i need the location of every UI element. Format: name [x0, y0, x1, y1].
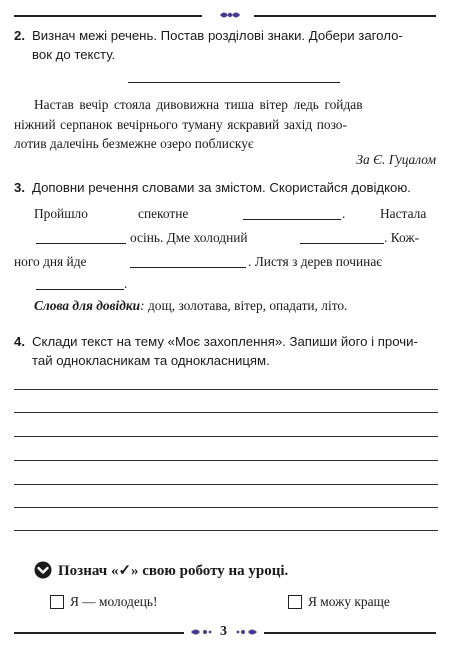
divider-line	[254, 15, 436, 17]
fill-blank[interactable]	[36, 243, 126, 244]
fill-text: Пройшло	[34, 206, 88, 221]
task-number: 4.	[14, 334, 25, 349]
hint-colon: :	[140, 298, 145, 313]
checkmark-circle-icon	[34, 561, 52, 579]
task-instruction: Склади текст на тему «Моє захоплення». Запиши його і прочи-	[32, 334, 418, 349]
fill-row-1	[34, 206, 438, 226]
ornament-icon	[190, 627, 212, 637]
checkbox-icon[interactable]	[50, 595, 64, 609]
fill-row-2	[34, 230, 438, 250]
task-4	[14, 332, 438, 370]
writing-line[interactable]	[14, 389, 438, 390]
divider-line	[14, 15, 202, 17]
checkbox-label: Я — молодець!	[70, 594, 158, 609]
passage	[14, 95, 438, 154]
fill-text: Настала	[380, 206, 427, 221]
task-instruction: вок до тексту.	[32, 47, 116, 62]
task-number: 3.	[14, 180, 25, 195]
fill-text: ного дня йде	[14, 254, 87, 269]
fill-text: осінь. Дме холодний	[130, 230, 248, 245]
passage-author: За Є. Гуцалом	[356, 152, 436, 167]
fill-text: . Кож-	[384, 230, 420, 245]
fill-text: .	[124, 276, 128, 291]
writing-line[interactable]	[14, 412, 438, 413]
divider-line	[264, 632, 436, 634]
writing-line[interactable]	[14, 436, 438, 437]
ornament-icon	[219, 9, 241, 21]
fill-blank[interactable]	[243, 219, 341, 220]
fill-blank[interactable]	[300, 243, 384, 244]
fill-blank[interactable]	[130, 267, 246, 268]
fill-text: спекотне	[138, 206, 189, 221]
passage-line: Настав вечір стояла дивовижна тиша вітер ледь гойдав	[34, 97, 363, 112]
writing-line[interactable]	[14, 484, 438, 485]
task-number: 2.	[14, 28, 25, 43]
fill-row-4	[34, 276, 438, 296]
task-3	[14, 178, 438, 197]
task-instruction: Доповни речення словами за змістом. Скористайся довідкою.	[32, 180, 411, 195]
page-footer	[14, 624, 436, 638]
title-answer-line[interactable]	[128, 82, 340, 83]
divider-line	[14, 632, 184, 634]
task-2	[14, 26, 438, 64]
page-number: 3	[220, 624, 227, 639]
writing-line[interactable]	[14, 460, 438, 461]
checkbox-label: Я можу краще	[308, 594, 390, 609]
task-instruction: Визнач межі речень. Постав розділові знаки. Добери заголо-	[32, 28, 403, 43]
hint-label: Слова для довідки	[34, 298, 141, 313]
hint-words	[34, 298, 347, 314]
passage-line: лотив далечінь безмежне озеро поблискує	[14, 136, 254, 151]
checkbox-icon[interactable]	[288, 595, 302, 609]
fill-text: .	[342, 206, 346, 221]
writing-line[interactable]	[14, 530, 438, 531]
fill-blank[interactable]	[36, 289, 124, 290]
fill-text: . Листя з дерев починає	[248, 254, 383, 269]
ornament-icon	[236, 627, 258, 637]
writing-line[interactable]	[14, 507, 438, 508]
top-divider	[14, 9, 436, 21]
fill-row-3	[14, 254, 438, 274]
passage-line: ніжний серпанок вечірнього туману яскравий захід позо-	[14, 116, 347, 132]
task-instruction: тай однокласникам та однокласницям.	[32, 353, 270, 368]
hint-list: дощ, золотава, вітер, опадати, літо.	[144, 298, 348, 313]
self-check-title: Познач «✓» свою роботу на уроці.	[58, 563, 289, 579]
